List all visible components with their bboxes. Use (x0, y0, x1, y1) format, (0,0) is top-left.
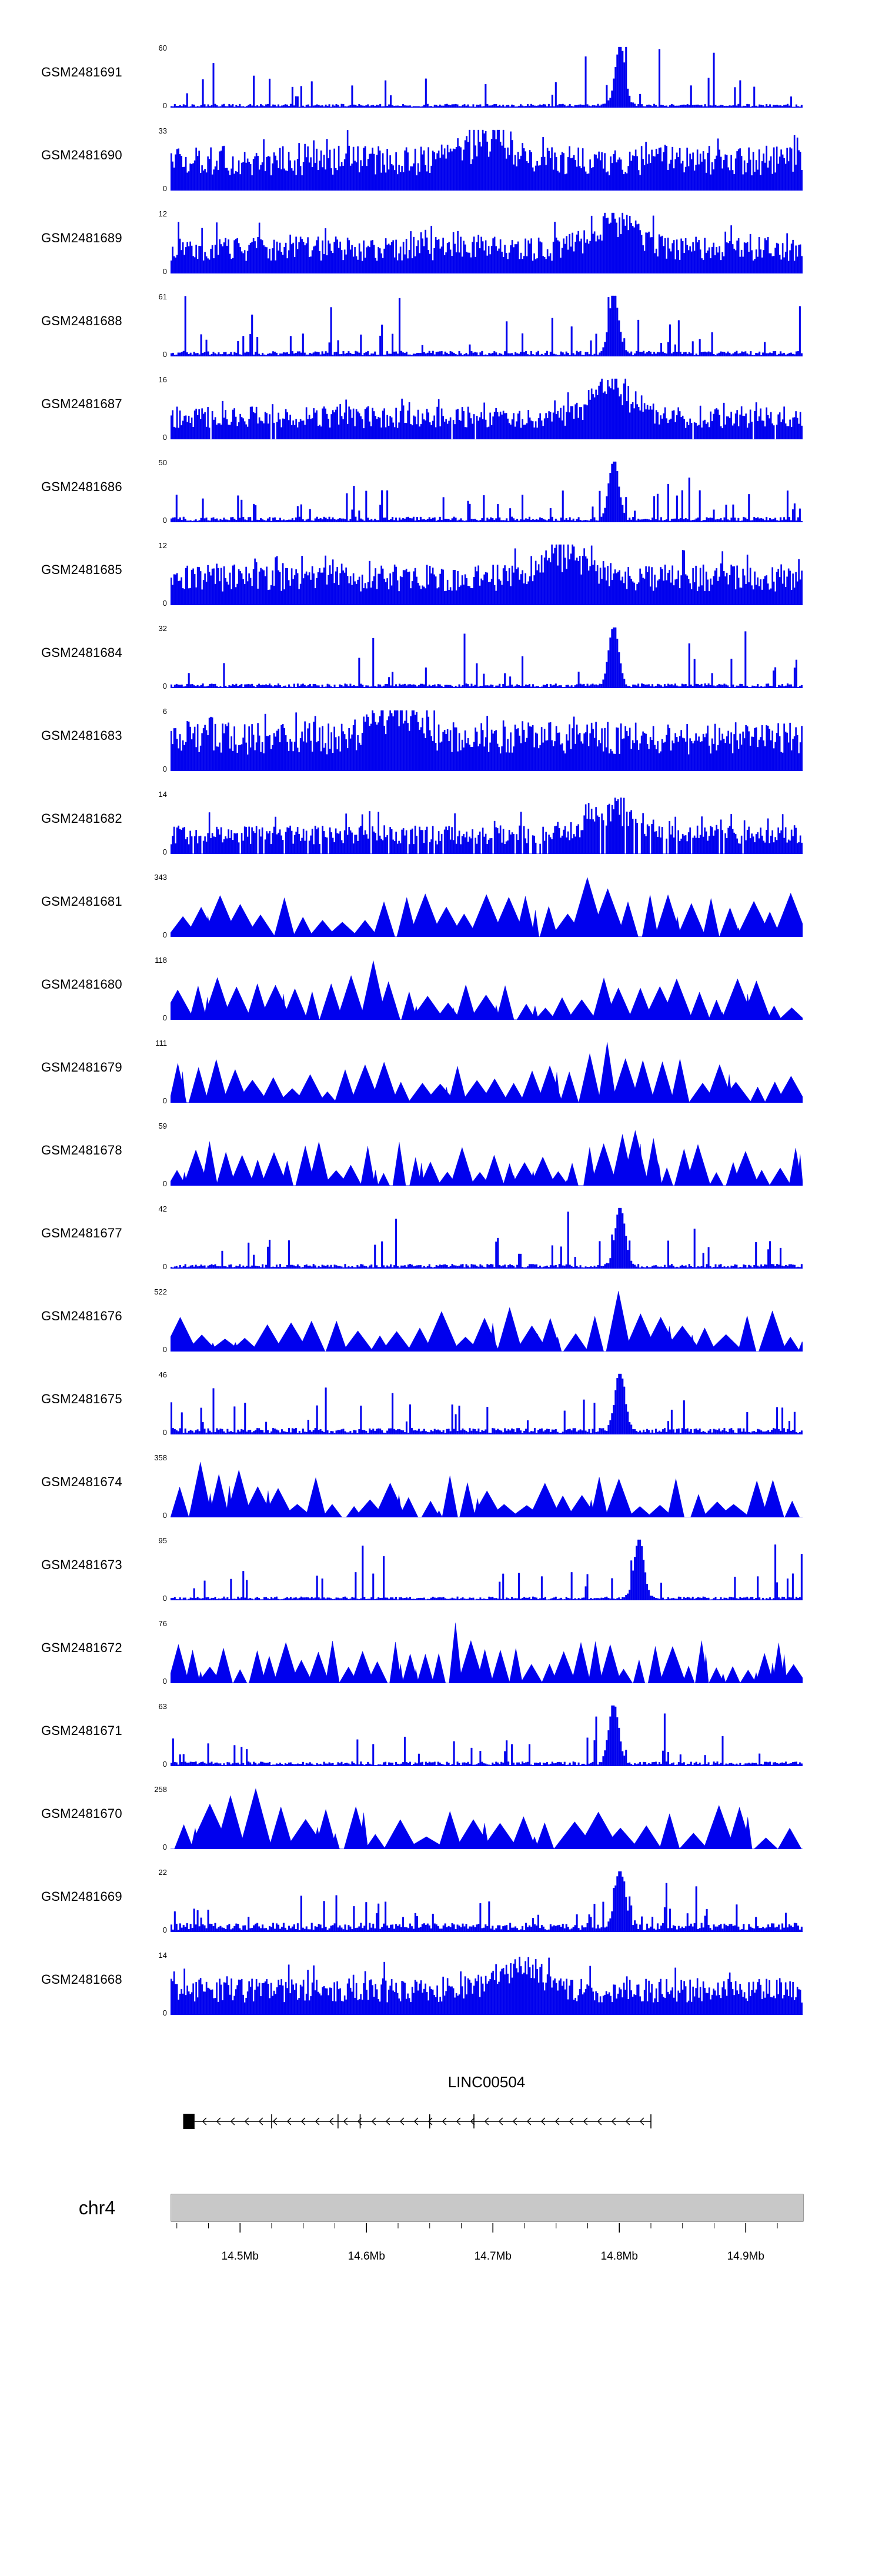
track-label: GSM2481668 (41, 1972, 122, 1987)
track-axis-max: 60 (158, 44, 167, 52)
signal-track (0, 450, 882, 533)
signal-track (0, 616, 882, 699)
track-plot-area (171, 46, 803, 108)
signal-track (0, 1113, 882, 1196)
track-axis-max: 258 (154, 1785, 167, 1794)
axis-tick-label: 14.8Mb (600, 2250, 638, 2263)
track-axis-max: 42 (158, 1204, 167, 1213)
genomic-axis (171, 2223, 803, 2276)
chromosome-ideogram (171, 2194, 804, 2222)
track-axis-min: 0 (162, 1179, 167, 1188)
signal-track (0, 1611, 882, 1694)
track-plot-area (171, 709, 803, 771)
signal-track (0, 284, 882, 367)
track-axis-min: 0 (162, 1096, 167, 1105)
track-label: GSM2481678 (41, 1143, 122, 1157)
track-plot-area (171, 1787, 803, 1849)
track-axis-max: 50 (158, 458, 167, 467)
track-axis-min: 0 (162, 1511, 167, 1520)
signal-track (0, 782, 882, 865)
track-plot-area (171, 1870, 803, 1932)
track-label: GSM2481691 (41, 65, 122, 79)
track-plot-area (171, 1041, 803, 1103)
track-plot-area (171, 378, 803, 439)
track-label: GSM2481671 (41, 1723, 122, 1738)
track-plot-area (171, 626, 803, 688)
track-axis-min: 0 (162, 433, 167, 442)
track-label: GSM2481674 (41, 1474, 122, 1489)
track-axis-max: 14 (158, 790, 167, 799)
track-axis-min: 0 (162, 184, 167, 193)
track-axis-min: 0 (162, 1262, 167, 1271)
track-plot-area (171, 1207, 803, 1269)
signal-track (0, 1196, 882, 1279)
track-label: GSM2481689 (41, 231, 122, 245)
signal-track (0, 1860, 882, 1943)
signal-track (0, 1943, 882, 2026)
signal-track (0, 1279, 882, 1362)
track-plot-area (171, 212, 803, 273)
track-plot-area (171, 1373, 803, 1434)
signal-track (0, 699, 882, 782)
track-label: GSM2481673 (41, 1557, 122, 1572)
track-plot-area (171, 958, 803, 1020)
track-axis-max: 16 (158, 375, 167, 384)
track-label: GSM2481676 (41, 1309, 122, 1323)
track-axis-max: 6 (162, 707, 167, 716)
track-axis-max: 33 (158, 126, 167, 135)
track-axis-max: 14 (158, 1951, 167, 1960)
track-axis-max: 63 (158, 1702, 167, 1711)
track-axis-min: 0 (162, 1428, 167, 1437)
track-plot-area (171, 1621, 803, 1683)
track-label: GSM2481687 (41, 396, 122, 411)
gene-panel (0, 2073, 882, 2161)
track-axis-min: 0 (162, 847, 167, 856)
chromosome-label: chr4 (78, 2197, 116, 2218)
track-axis-max: 95 (158, 1536, 167, 1545)
signal-track (0, 947, 882, 1030)
track-plot-area (171, 1456, 803, 1517)
track-axis-min: 0 (162, 1345, 167, 1354)
track-plot-area (171, 295, 803, 356)
track-plot-area (171, 543, 803, 605)
track-axis-min: 0 (162, 682, 167, 690)
track-axis-max: 522 (154, 1287, 167, 1296)
track-plot-area (171, 792, 803, 854)
signal-track (0, 1030, 882, 1113)
track-axis-max: 59 (158, 1122, 167, 1130)
track-label: GSM2481685 (41, 562, 122, 577)
gene-title: LINC00504 (447, 2073, 526, 2091)
track-label: GSM2481681 (41, 894, 122, 909)
track-axis-min: 0 (162, 516, 167, 525)
track-list (0, 35, 882, 2026)
track-axis-min: 0 (162, 599, 167, 608)
signal-track (0, 865, 882, 947)
track-axis-max: 61 (158, 292, 167, 301)
signal-track (0, 1362, 882, 1445)
signal-track (0, 1694, 882, 1777)
axis-tick-label: 14.6Mb (348, 2250, 385, 2263)
track-axis-min: 0 (162, 1843, 167, 1851)
signal-track (0, 118, 882, 201)
track-axis-min: 0 (162, 1013, 167, 1022)
axis-tick-label: 14.9Mb (727, 2250, 764, 2263)
signal-track (0, 533, 882, 616)
gene-model-track (171, 2104, 803, 2135)
track-label: GSM2481690 (41, 148, 122, 162)
track-plot-area (171, 1704, 803, 1766)
track-label: GSM2481684 (41, 645, 122, 660)
track-axis-min: 0 (162, 350, 167, 359)
track-axis-min: 0 (162, 101, 167, 110)
track-axis-max: 12 (158, 209, 167, 218)
signal-track (0, 1777, 882, 1860)
axis-ticks (171, 2223, 803, 2250)
track-plot-area (171, 1290, 803, 1352)
track-label: GSM2481679 (41, 1060, 122, 1075)
track-axis-max: 111 (155, 1039, 167, 1047)
track-label: GSM2481672 (41, 1640, 122, 1655)
track-axis-min: 0 (162, 1760, 167, 1769)
track-axis-min: 0 (162, 930, 167, 939)
signal-track (0, 35, 882, 118)
track-axis-max: 118 (155, 956, 167, 965)
signal-track (0, 367, 882, 450)
track-axis-min: 0 (162, 2008, 167, 2017)
track-axis-max: 358 (154, 1453, 167, 1462)
track-plot-area (171, 1124, 803, 1186)
track-label: GSM2481670 (41, 1806, 122, 1821)
track-label: GSM2481669 (41, 1889, 122, 1904)
track-axis-max: 22 (158, 1868, 167, 1877)
track-label: GSM2481680 (41, 977, 122, 992)
track-plot-area (171, 129, 803, 191)
track-axis-max: 76 (158, 1619, 167, 1628)
track-axis-max: 46 (158, 1370, 167, 1379)
axis-tick-label: 14.5Mb (221, 2250, 259, 2263)
track-plot-area (171, 1539, 803, 1600)
track-label: GSM2481686 (41, 479, 122, 494)
track-plot-area (171, 461, 803, 522)
track-axis-min: 0 (162, 1677, 167, 1686)
track-plot-area (171, 875, 803, 937)
track-label: GSM2481688 (41, 313, 122, 328)
signal-track (0, 201, 882, 284)
axis-tick-label: 14.7Mb (474, 2250, 512, 2263)
track-axis-min: 0 (162, 1594, 167, 1603)
track-plot-area (171, 1953, 803, 2015)
track-axis-min: 0 (162, 765, 167, 773)
track-label: GSM2481683 (41, 728, 122, 743)
track-label: GSM2481682 (41, 811, 122, 826)
signal-track (0, 1528, 882, 1611)
signal-track (0, 1445, 882, 1528)
axis-tick-labels (171, 2250, 803, 2268)
track-label: GSM2481675 (41, 1392, 122, 1406)
track-axis-min: 0 (162, 267, 167, 276)
track-axis-max: 343 (154, 873, 167, 882)
track-label: GSM2481677 (41, 1226, 122, 1240)
track-axis-min: 0 (162, 1926, 167, 1934)
track-axis-max: 32 (158, 624, 167, 633)
track-axis-max: 12 (158, 541, 167, 550)
